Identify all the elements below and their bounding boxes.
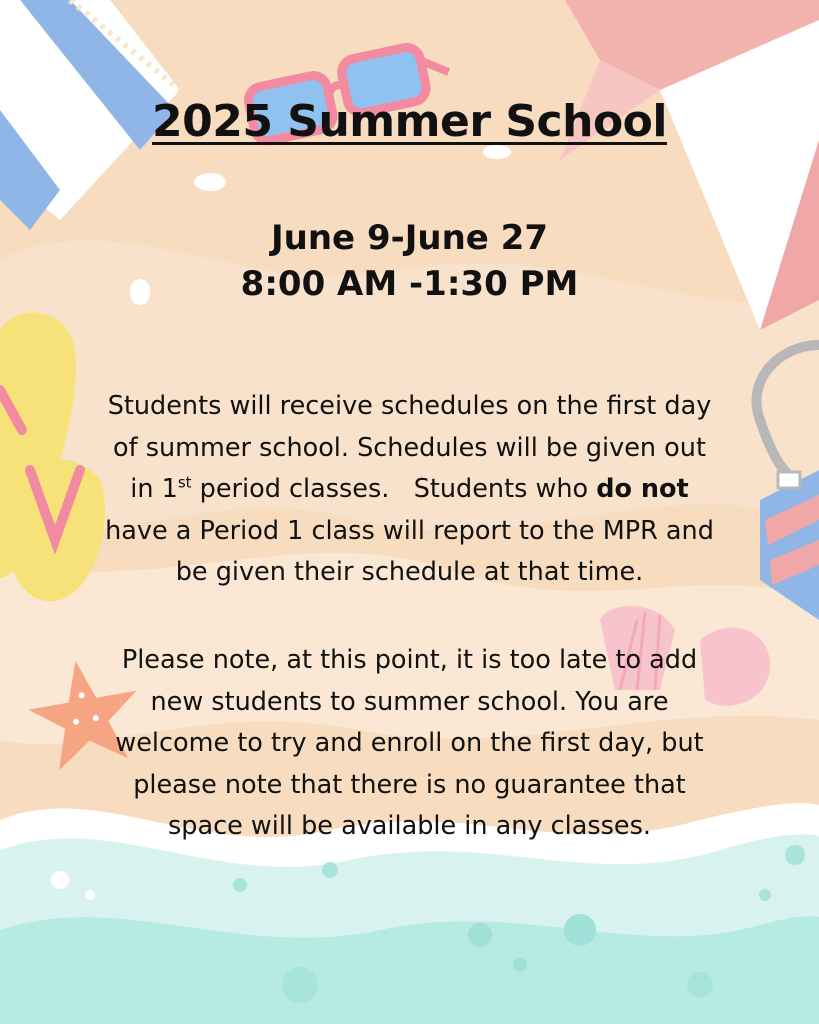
- text-line: of summer school. Schedules will be given out: [113, 432, 706, 463]
- text-line: please note that there is no guarantee that: [133, 769, 686, 800]
- date-range: June 9-June 27: [271, 218, 548, 258]
- text-line: space will be available in any classes.: [167, 811, 652, 841]
- text-line: have a Period 1 class will report to the MPR and: [105, 515, 714, 546]
- time-range: 8:00 AM -1:30 PM: [240, 264, 579, 304]
- ordinal-suffix: st: [177, 473, 192, 492]
- date-time-block: [0, 215, 819, 307]
- flyer-title: 2025 Summer School: [152, 96, 667, 147]
- text-line: new students to summer school. You are: [150, 686, 669, 717]
- text-line: Students will receive schedules on the first day: [107, 391, 712, 421]
- text-line: Please note, at this point, it is too late to add: [121, 645, 698, 675]
- schedule-paragraph: [40, 386, 779, 594]
- text-line: welcome to try and enroll on the first day, but: [115, 728, 704, 758]
- text-segment: period classes. Students who: [191, 474, 597, 504]
- text-line: [40, 469, 779, 511]
- enrollment-note-paragraph: [40, 640, 779, 848]
- text-segment: in 1: [130, 474, 178, 504]
- emphasis-text: do not: [596, 474, 689, 504]
- text-line: be given their schedule at that time.: [175, 557, 644, 587]
